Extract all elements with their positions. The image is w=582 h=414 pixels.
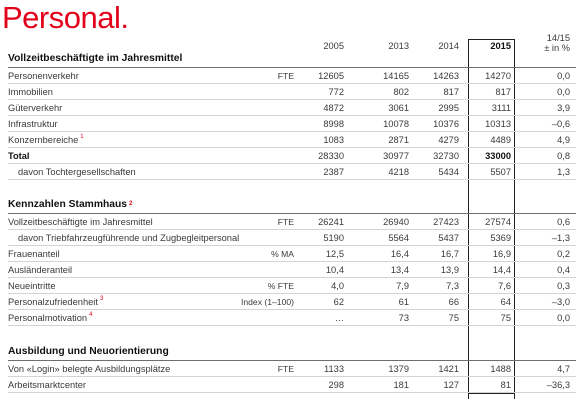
cell-2014: 5434 <box>438 167 459 177</box>
row-label: Personalmotivation $^4$ <box>8 312 93 323</box>
cell-2014: 817 <box>443 87 459 97</box>
row-label: Frauenanteil <box>8 249 60 259</box>
section-heading-parent-company: Kennzahlen Stammhaus $^2$ <box>8 199 133 210</box>
cell-2014: 1421 <box>438 364 459 374</box>
cell-2015: 5369 <box>490 233 511 243</box>
table-row <box>0 246 576 262</box>
cell-2005: 5190 <box>323 233 344 243</box>
cell-2013: 802 <box>393 87 409 97</box>
cell-2014: 13,9 <box>440 265 459 275</box>
row-unit: Index (1–100) <box>240 297 294 307</box>
cell-2005: 62 <box>333 297 344 307</box>
cell-2015: 817 <box>495 87 511 97</box>
row-label: Personenverkehr <box>8 71 79 81</box>
cell-2005: 298 <box>328 380 344 390</box>
cell-2005: 8998 <box>323 119 344 129</box>
cell-change: 1,3 <box>557 167 570 177</box>
row-label: Total <box>8 151 30 161</box>
cell-2005: 26241 <box>318 217 344 227</box>
row-label: Personalzufriedenheit $^3$ <box>8 296 104 307</box>
cell-2014: 27423 <box>433 217 459 227</box>
cell-change: –0,6 <box>551 119 570 129</box>
col-2015: 2015 <box>490 41 511 51</box>
cell-2015: 75 <box>500 313 511 323</box>
cell-2015: 7,6 <box>498 281 511 291</box>
table-row <box>0 68 576 84</box>
cell-2015: 64 <box>500 297 511 307</box>
cell-2005: 1133 <box>324 364 344 374</box>
footnote-marker: 1 <box>80 134 84 140</box>
cell-2015: 3111 <box>491 103 511 113</box>
row-label: Güterverkehr <box>8 103 63 113</box>
table-row <box>0 294 576 310</box>
cell-change: 0,0 <box>557 71 570 81</box>
row-label: Infrastruktur <box>8 119 58 129</box>
cell-2005: 12605 <box>318 71 344 81</box>
col-2014: 2014 <box>438 41 459 51</box>
cell-2014: 66 <box>448 297 459 307</box>
cell-change: 0,4 <box>557 265 570 275</box>
cell-2005: 1083 <box>323 135 344 145</box>
cell-2015: 14270 <box>485 71 511 81</box>
page-title: Personal. <box>2 0 129 35</box>
cell-2005: 2387 <box>323 167 344 177</box>
row-label: davon Tochtergesellschaften <box>18 167 136 177</box>
row-unit: FTE <box>277 71 294 81</box>
cell-2014: 14263 <box>433 71 459 81</box>
table-row <box>0 361 576 377</box>
row-label: Immobilien <box>8 87 53 97</box>
cell-2015: 33000 <box>485 151 511 161</box>
cell-2005: 4872 <box>323 103 344 113</box>
cell-2015: 1488 <box>490 364 511 374</box>
cell-change: –3,0 <box>551 297 570 307</box>
col-2013: 2013 <box>388 41 409 51</box>
section-heading-fte: Vollzeitbeschäftigte im Jahresmittel <box>8 53 183 64</box>
table-row <box>0 164 576 180</box>
highlight-frame-bottom <box>468 393 515 394</box>
table-row <box>0 100 576 116</box>
table-row <box>0 214 576 230</box>
cell-2014: 16,7 <box>440 249 459 259</box>
cell-2013: 3061 <box>388 103 409 113</box>
row-unit: FTE <box>277 364 294 374</box>
section-rule <box>0 51 576 68</box>
cell-2013: 26940 <box>383 217 409 227</box>
cell-2014: 75 <box>448 313 459 323</box>
table-row <box>0 310 576 326</box>
footnote-marker: 2 <box>129 201 133 207</box>
row-label: Ausländeranteil <box>8 265 73 275</box>
cell-2013: 14165 <box>383 71 409 81</box>
cell-change: 0,3 <box>557 281 570 291</box>
cell-2015: 81 <box>500 380 511 390</box>
cell-2013: 10078 <box>383 119 409 129</box>
cell-change: 0,0 <box>557 87 570 97</box>
table-row-total <box>0 148 576 164</box>
cell-2014: 2995 <box>438 103 459 113</box>
cell-2005: 28330 <box>318 151 344 161</box>
footnote-marker: 3 <box>99 296 104 302</box>
cell-2013: 73 <box>398 313 409 323</box>
table-row <box>0 132 576 148</box>
cell-2005: 10,4 <box>325 265 344 275</box>
section-rule <box>0 344 576 361</box>
cell-2013: 7,9 <box>396 281 409 291</box>
section-heading-training: Ausbildung und Neuorientierung <box>8 346 169 357</box>
cell-2015: 27574 <box>485 217 511 227</box>
cell-2005: … <box>334 313 344 323</box>
section-rule <box>0 197 576 214</box>
cell-change: –1,3 <box>551 233 570 243</box>
cell-2015: 4489 <box>490 135 511 145</box>
row-label: Vollzeitbeschäftigte im Jahresmittel <box>8 217 153 227</box>
col-change-years: 14/15 <box>546 33 570 43</box>
row-unit: FTE <box>277 217 294 227</box>
cell-2005: 12,5 <box>325 249 344 259</box>
cell-2014: 32730 <box>433 151 459 161</box>
cell-2013: 13,4 <box>390 265 409 275</box>
col-change-unit: ± in % <box>544 43 570 53</box>
cell-change: 0,0 <box>557 313 570 323</box>
table-row <box>0 116 576 132</box>
cell-2013: 30977 <box>383 151 409 161</box>
cell-2014: 5437 <box>438 233 459 243</box>
row-label: Arbeitsmarktcenter <box>8 380 87 390</box>
cell-2014: 7,3 <box>446 281 459 291</box>
cell-2013: 5564 <box>388 233 409 243</box>
cell-2014: 10376 <box>433 119 459 129</box>
row-label: davon Triebfahrzeugführende und Zugbegleitpersonal <box>18 233 240 243</box>
cell-2015: 16,9 <box>492 249 511 259</box>
row-unit: % FTE <box>267 281 294 291</box>
cell-2015: 10313 <box>485 119 511 129</box>
table-row <box>0 84 576 100</box>
cell-2005: 772 <box>328 87 344 97</box>
footnote-marker: 4 <box>89 312 93 318</box>
cell-2013: 2871 <box>388 135 409 145</box>
cell-change: 0,6 <box>557 217 570 227</box>
table-row <box>0 262 576 278</box>
cell-2015: 14,4 <box>492 265 511 275</box>
cell-change: 4,9 <box>557 135 570 145</box>
row-label: Konzernbereiche $^1$ <box>8 134 84 145</box>
cell-change: –36,3 <box>546 380 570 390</box>
table-row <box>0 377 576 393</box>
cell-change: 0,8 <box>557 151 570 161</box>
cell-2005: 4,0 <box>331 281 344 291</box>
row-label: Neueintritte <box>8 281 56 291</box>
cell-2013: 61 <box>398 297 409 307</box>
cell-2015: 5507 <box>490 167 511 177</box>
row-unit: % MA <box>271 249 294 259</box>
row-label: Von «Login» belegte Ausbildungsplätze <box>8 364 171 374</box>
cell-2013: 1379 <box>388 364 409 374</box>
col-2005: 2005 <box>323 41 344 51</box>
cell-change: 3,9 <box>557 103 570 113</box>
table-row <box>0 278 576 294</box>
cell-2014: 4279 <box>438 135 459 145</box>
cell-2013: 181 <box>393 380 409 390</box>
cell-2013: 4218 <box>388 167 409 177</box>
cell-2013: 16,4 <box>390 249 409 259</box>
cell-change: 4,7 <box>557 364 570 374</box>
cell-change: 0,2 <box>557 249 570 259</box>
cell-2014: 127 <box>443 380 459 390</box>
table-row <box>0 230 576 246</box>
